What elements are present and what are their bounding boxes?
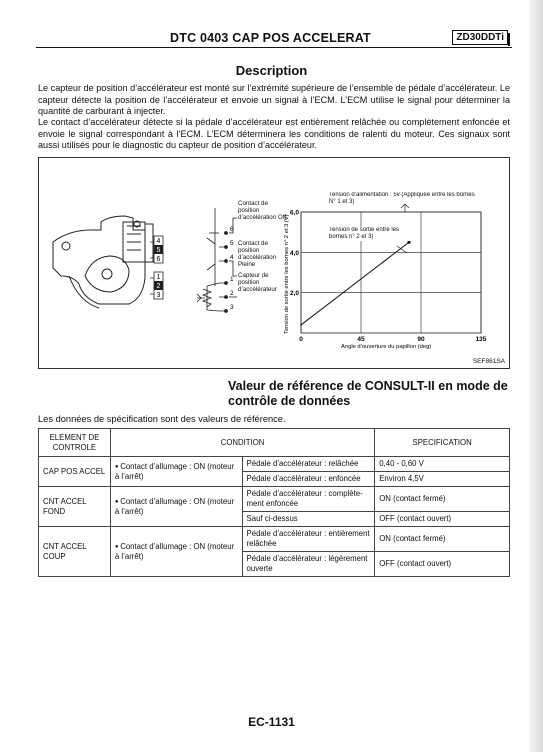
- row-condition: Pédale d’accélérateur : légèrement ouverte: [242, 552, 375, 577]
- page-title: DTC 0403 CAP POS ACCELERAT: [170, 31, 371, 45]
- row-spec: ON (contact fermé): [375, 527, 510, 552]
- table-row: [39, 527, 510, 552]
- table-row: [39, 457, 510, 472]
- row-spec: OFF (contact ouvert): [375, 552, 510, 577]
- terminal-number: 1: [230, 276, 234, 283]
- description-title: Description: [235, 63, 308, 78]
- chart-y-label: Tension de sortie entre les bornes n° 2 et 3 (V): [284, 214, 290, 334]
- connector-pin-label: 1: [156, 274, 161, 281]
- page-edge-shadow: [529, 0, 543, 752]
- label-switch-full: Contact de position d’accélération Pleine: [238, 240, 277, 268]
- terminal-number: 5: [230, 240, 234, 247]
- row-element: CAP POS ACCEL: [39, 457, 111, 487]
- connector-pin-label: 2: [156, 283, 161, 290]
- sensor-housing-drawing: [53, 216, 153, 308]
- chart-x-label: Angle d’ouverture du papillon (deg): [341, 344, 432, 350]
- row-element: CNT ACCEL FOND: [39, 487, 111, 527]
- row-contact: ● Contact d’allumage : ON (moteur à l’arrêt): [110, 527, 242, 577]
- x-tick-label: 90: [417, 336, 425, 343]
- row-spec: 0,40 - 0,60 V: [375, 457, 510, 472]
- series-line: [301, 242, 409, 325]
- row-condition: Pédale d’accélérateur : relâchée: [242, 457, 375, 472]
- reference-table: [38, 428, 510, 577]
- connector-lower: [150, 272, 163, 299]
- x-tick-label: 45: [357, 336, 365, 343]
- row-condition: Pédale d’accélérateur : enfoncée: [242, 472, 375, 487]
- figure-drawing: [39, 158, 511, 370]
- row-contact: ● Contact d’allumage : ON (moteur à l’arrêt): [110, 457, 242, 487]
- row-spec: Environ 4,5V: [375, 472, 510, 487]
- page-header: [36, 30, 512, 48]
- consult-title: Valeur de référence de CONSULT-II en mode de contrôle de données: [228, 379, 508, 408]
- row-spec: OFF (contact ouvert): [375, 512, 510, 527]
- x-tick-label: 0: [299, 336, 303, 343]
- consult-intro: Les données de spécification sont des valeurs de référence.: [38, 414, 286, 424]
- supply-voltage-label: Tension d’alimentation : 5v (Appliquée entre les bornes N° 1 et 3): [329, 192, 475, 205]
- terminal-number: 3: [230, 304, 234, 311]
- x-tick-label: 135: [475, 336, 487, 343]
- row-spec: ON (contact fermé): [375, 487, 510, 512]
- terminal-number: 2: [230, 290, 234, 297]
- connector-pin-label: 3: [156, 292, 161, 299]
- connector-pin-label: 4: [156, 238, 161, 245]
- header-element: ELEMENT DE CONTROLE: [39, 429, 111, 457]
- row-contact: ● Contact d’allumage : ON (moteur à l’arrêt): [110, 487, 242, 527]
- y-tick-label: 4,0: [289, 249, 299, 257]
- connector-pin-label: 5: [156, 247, 161, 254]
- label-position-sensor: Capteur de position d’accélérateur: [238, 272, 277, 293]
- terminal-number: 6: [230, 226, 234, 233]
- description-paragraph-2: Le contact d’accélérateur détecte si la pédale d’accélérateur est entièrement relâchée ou complètement enfoncée et envoie le signal correspondant à l’ECM. L’ECM déterminera les conditions de ralenti du moteur. Ces signaux sont aussi utilisés pour le diagnostic du capteur de position d’accélérateur.: [38, 117, 510, 151]
- output-voltage-label: Tension de sortie entre les bornes n° 2 et 3): [329, 227, 419, 241]
- row-element: CNT ACCEL COUP: [39, 527, 111, 577]
- row-condition: Sauf ci-dessus: [242, 512, 375, 527]
- y-tick-group: [290, 210, 481, 298]
- label-switch-off: Contact de position d’accélération Off: [238, 200, 287, 221]
- data-point: [300, 324, 302, 326]
- y-tick-label: 2,0: [289, 290, 299, 298]
- connector-upper: [150, 236, 163, 263]
- y-tick-label: 6,0: [289, 209, 299, 217]
- row-condition: Pédale d’accélérateur : complète-ment enfoncée: [242, 487, 375, 512]
- table-header-row: [39, 429, 510, 457]
- description-paragraph-1: Le capteur de position d’accélérateur est monté sur l’extrémité supérieure de l’ensemble de pédale d’accélérateur. Le capteur détecte la position de l’accélérateur et envoie un signal à l’ECM. L’ECM utilise le signal pour déterminer la quantité de carburant à injecter.: [38, 83, 510, 117]
- model-badge: ZD30DDTi: [452, 30, 508, 45]
- sensor-figure: [38, 157, 510, 369]
- header-condition: CONDITION: [110, 429, 374, 457]
- connector-pin-label: 6: [156, 256, 161, 263]
- row-condition: Pédale d’accélérateur : entièrement relâchée: [242, 527, 375, 552]
- table-row: [39, 487, 510, 512]
- page-number: EC-1131: [248, 715, 295, 729]
- header-specification: SPECIFICATION: [375, 429, 510, 457]
- figure-code: SEF861SA: [472, 358, 505, 365]
- terminal-number: 4: [230, 254, 234, 261]
